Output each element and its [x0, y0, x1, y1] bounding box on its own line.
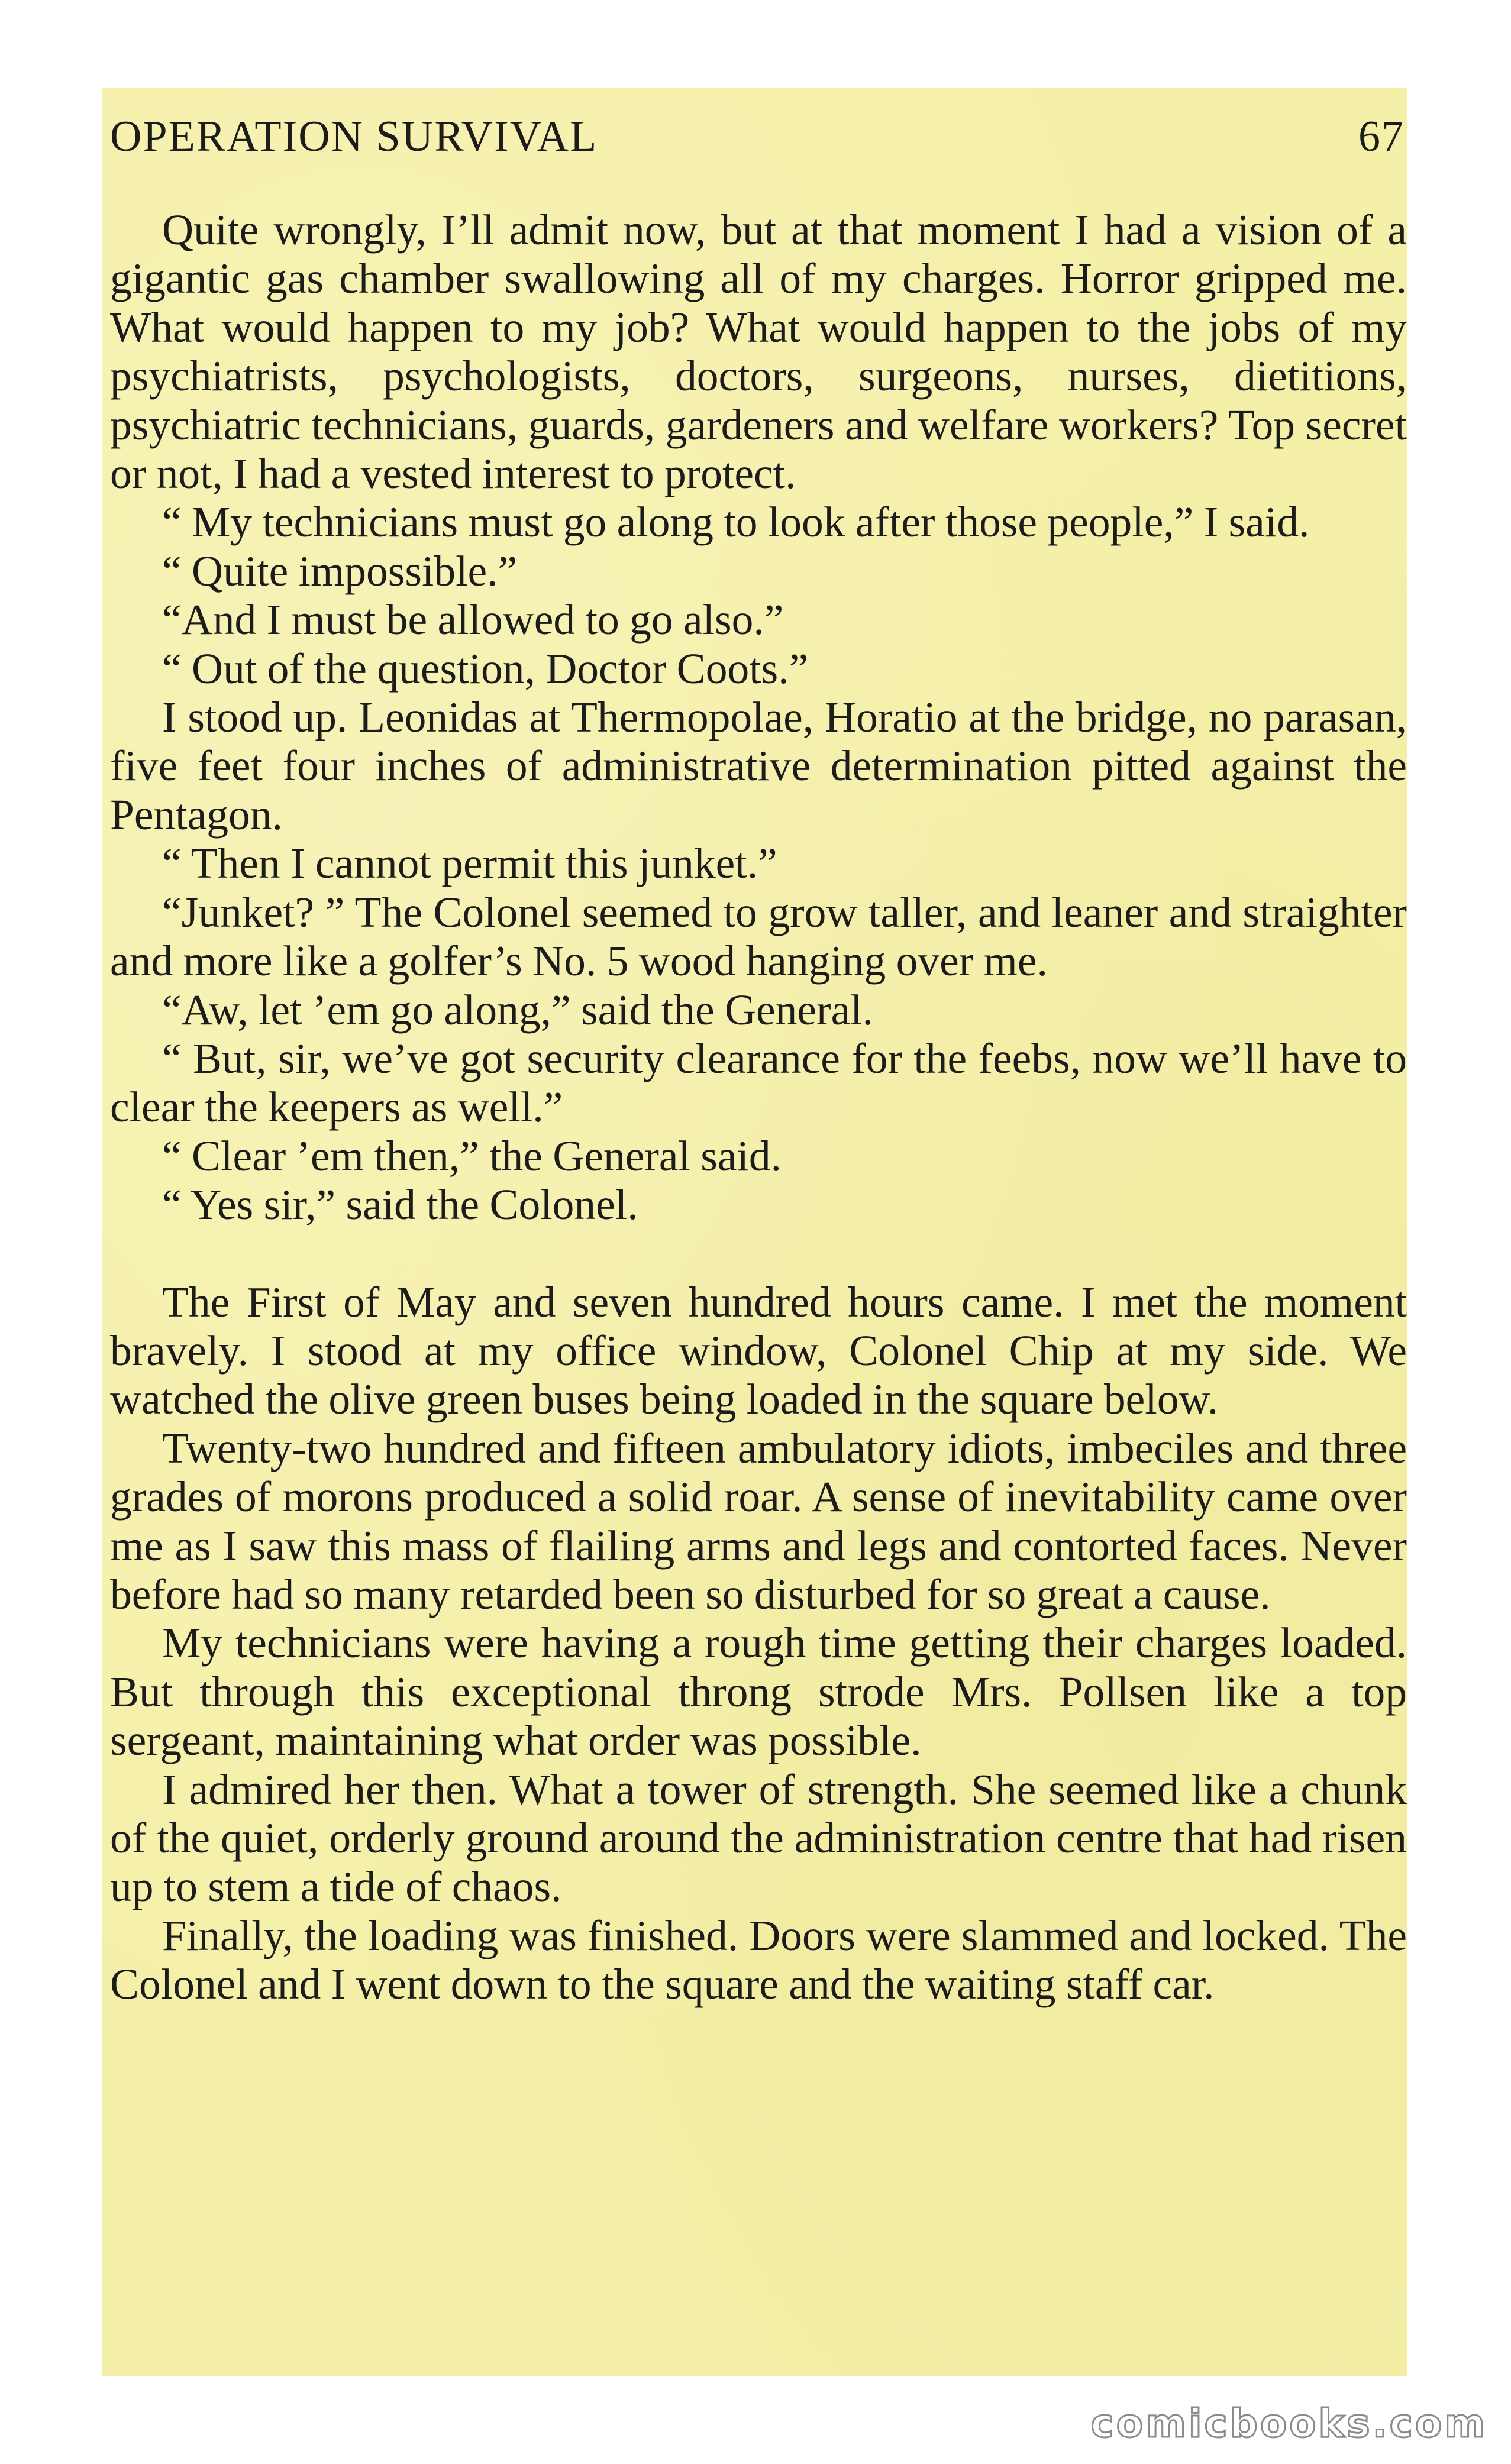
body-text: [110, 206, 1407, 2009]
paragraph: “ Yes sir,” said the Colonel.: [162, 1181, 638, 1229]
paragraph: “ Then I cannot permit this junket.”: [162, 839, 777, 888]
running-title: OPERATION SURVIVAL: [110, 112, 598, 161]
book-page: [102, 88, 1407, 2376]
paragraph: “ But, sir, we’ve got security clearance for the feebs, now we’ll have to clear the keepers as well.”: [110, 1034, 1407, 1131]
paragraph: I admired her then. What a tower of strength. She seemed like a chunk of the quiet, orderly ground around the administration centre that had risen up to stem a tide of chaos.: [110, 1765, 1407, 1911]
watermark: comicbooks.com: [1090, 2401, 1487, 2446]
paragraph: “ Clear ’em then,” the General said.: [162, 1131, 782, 1180]
paragraph: The First of May and seven hundred hours came. I met the moment bravely. I stood at my office window, Colonel Chip at my side. We watched the olive green buses being loaded in the square below.: [110, 1278, 1407, 1424]
paragraph: “ Quite impossible.”: [162, 547, 518, 595]
paragraph: My technicians were having a rough time getting their charges loaded. But through this exceptional throng strode Mrs. Pollsen like a top sergeant, maintaining what order was possible.: [110, 1619, 1407, 1765]
paragraph: Finally, the loading was finished. Doors were slammed and locked. The Colonel and I went down to the square and the waiting staff car.: [110, 1911, 1407, 2009]
running-head: [110, 110, 1407, 163]
paragraph: “ Out of the question, Doctor Coots.”: [162, 644, 809, 693]
paragraph: “And I must be allowed to go also.”: [162, 596, 784, 644]
paragraph: “Aw, let ’em go along,” said the General.: [162, 985, 873, 1034]
paragraph: Quite wrongly, I’ll admit now, but at that moment I had a vision of a gigantic gas chamber swallowing all of my charges. Horror gripped me. What would happen to my job? What would happen to the jobs of my psychiatrists, psychologists, doctors, surgeons, nurses, dietitions, psychiatric technicians, guards, gardeners and welfare workers? Top secret or not, I had a vested interest to protect.: [110, 206, 1407, 498]
page-number: 67: [1358, 112, 1405, 161]
paragraph: Twenty-two hundred and fifteen ambulatory idiots, imbeciles and three grades of morons produced a solid roar. A sense of inevitability came over me as I saw this mass of flailing arms and legs and contorted faces. Never before had so many retarded been so disturbed for so great a cause.: [110, 1424, 1407, 1618]
paragraph: I stood up. Leonidas at Thermopolae, Horatio at the bridge, no parasan, five feet four inches of administrative determination pitted against the Pentagon.: [110, 693, 1407, 839]
paragraph: “ My technicians must go along to look after those people,” I said.: [162, 498, 1310, 547]
paragraph: “Junket? ” The Colonel seemed to grow taller, and leaner and straighter and more like a golfer’s No. 5 wood hanging over me.: [110, 888, 1407, 985]
